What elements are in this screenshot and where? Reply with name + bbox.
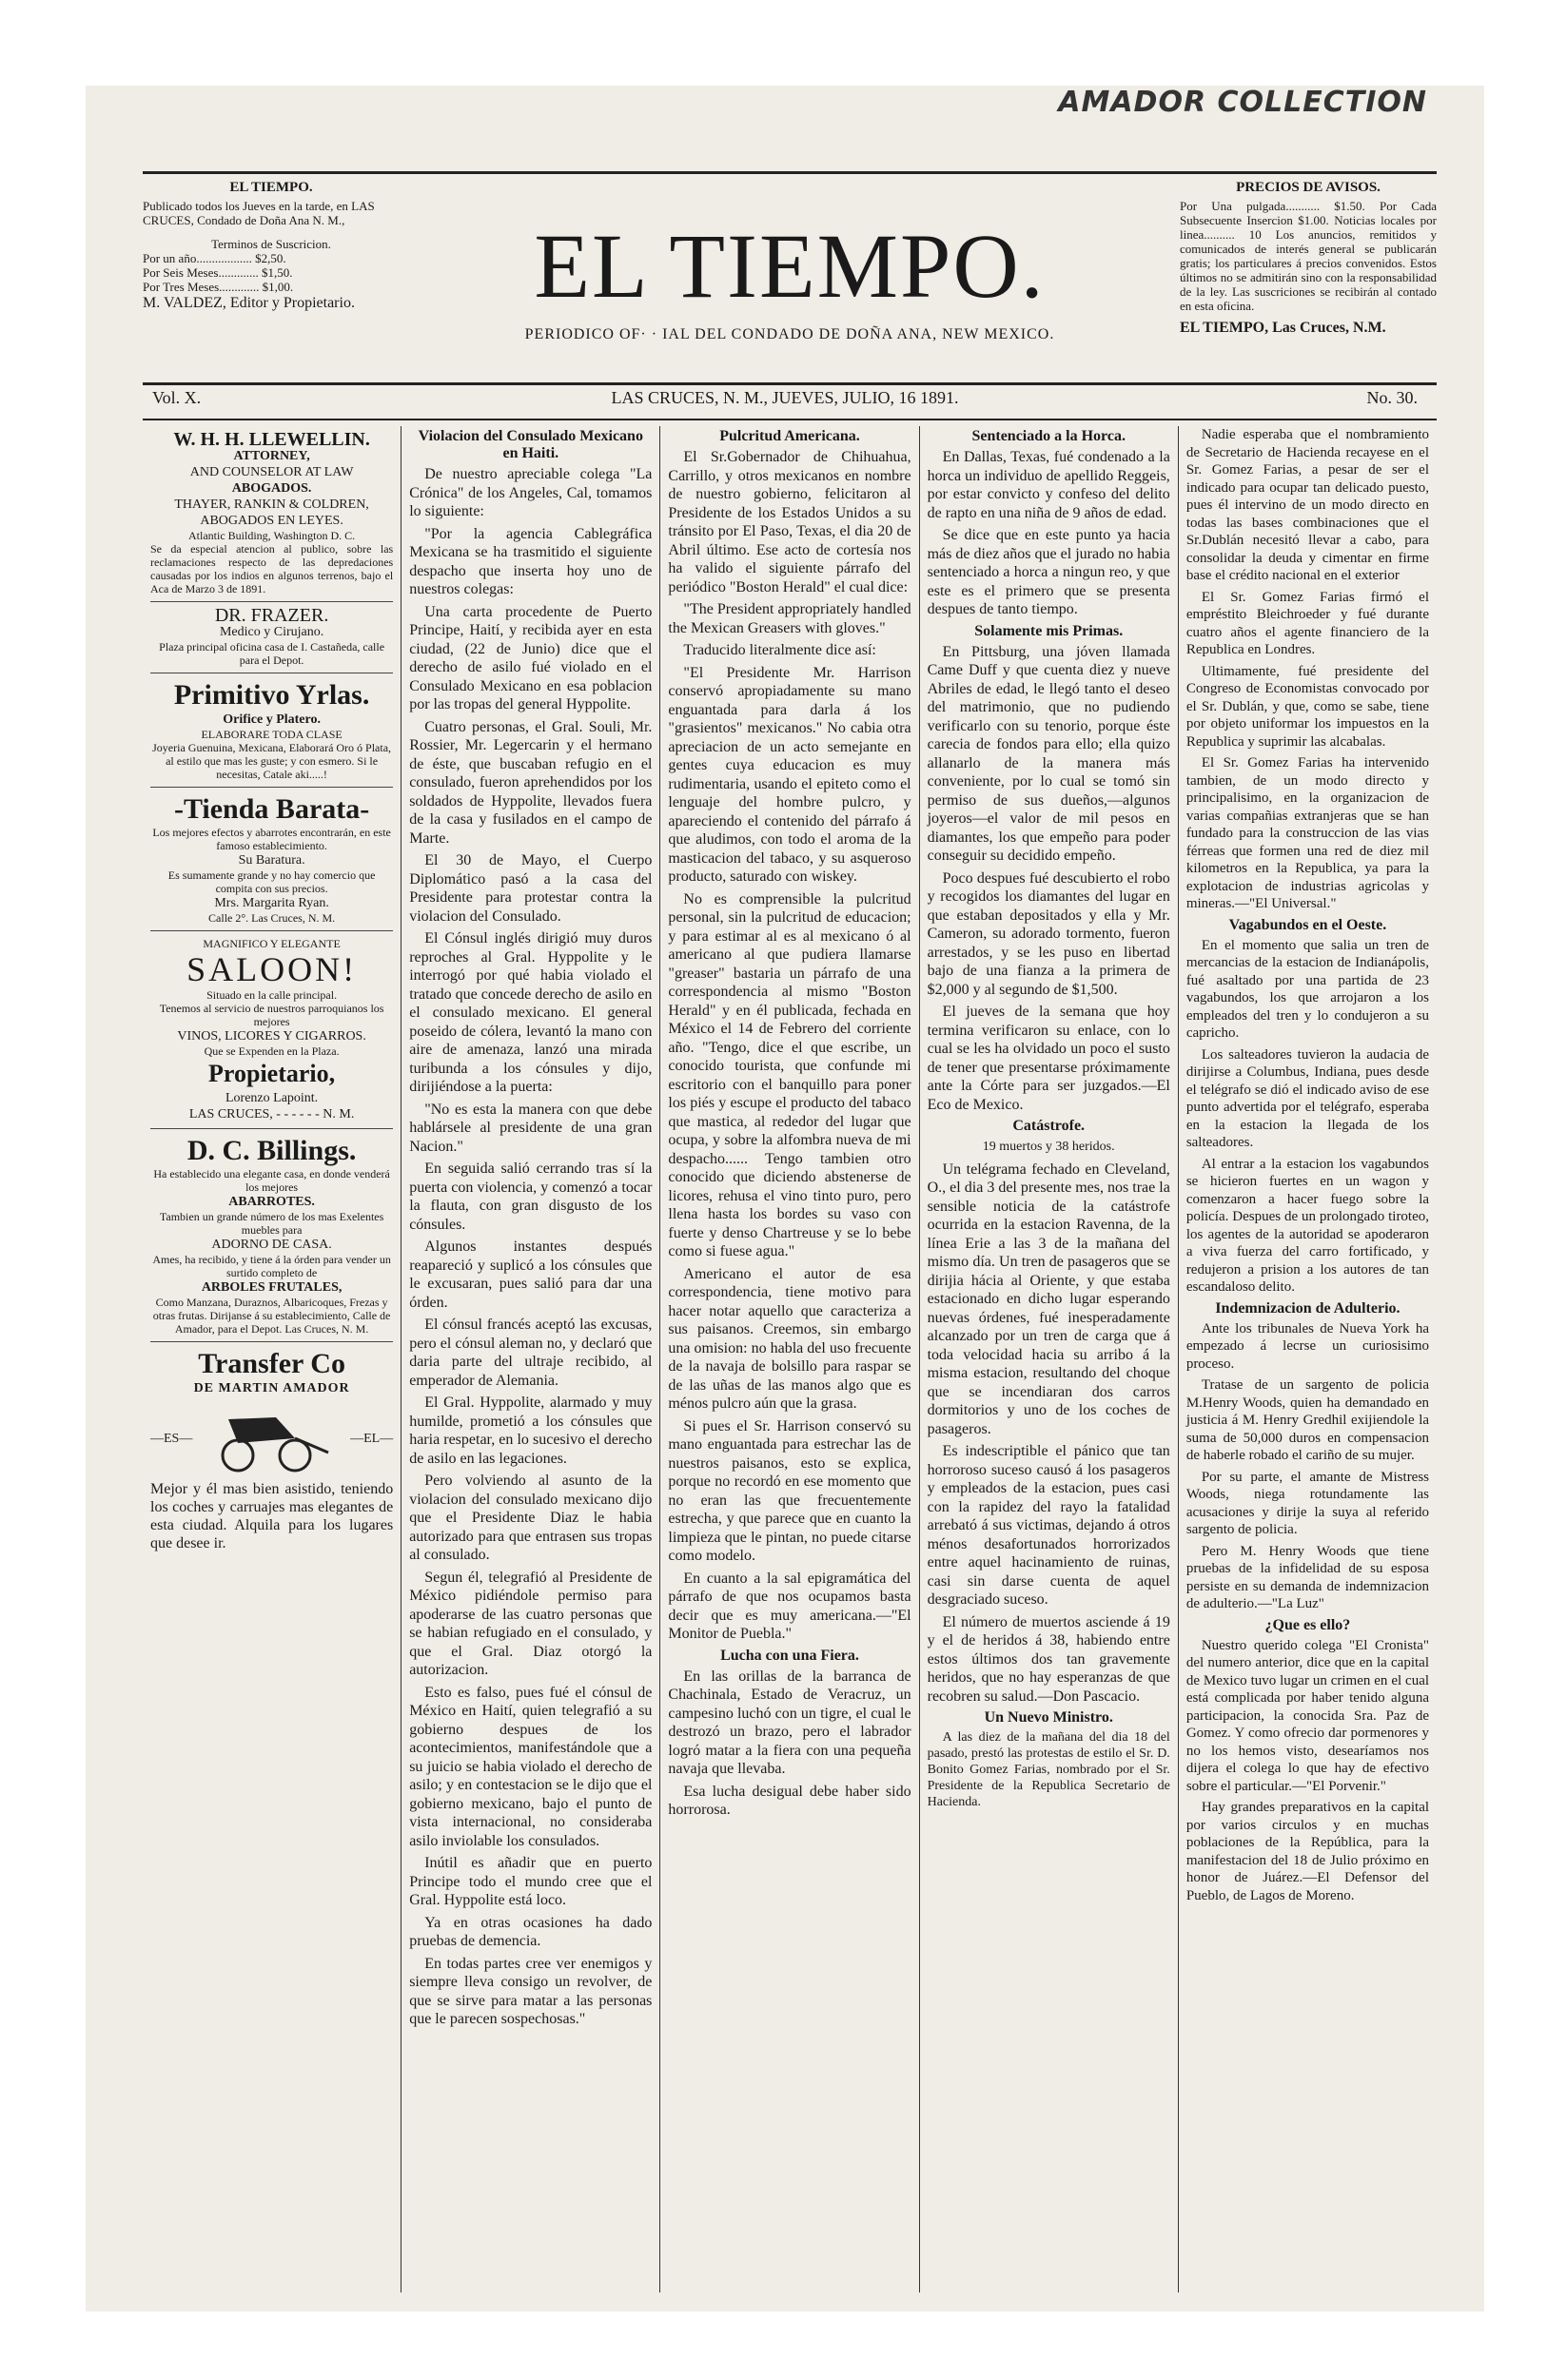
- article-paragraph: El jueves de la semana que hoy termina verificaron su enlace, con lo cual se les ha olvidado un poco el susto de tener que presentarse próximamente ante la Córte para ser juzgados.—El Eco de Mexico.: [927, 1004, 1170, 1113]
- article-paragraph: Ante los tribunales de Nueva York ha empezado á lecrse un curiosisimo proceso.: [1185, 1320, 1430, 1372]
- article-paragraph: De nuestro apreciable colega "La Crónica" de los Angeles, Cal, tomamos lo siguiente:: [409, 466, 653, 519]
- ad-line: DE MARTIN AMADOR: [193, 1381, 350, 1395]
- column-5: [1178, 426, 1437, 2292]
- article-paragraph: En el momento que salia un tren de mercancias de la estacion de Indianápolis, fué asaltado por una partida de 23 vagabundos, los que arrojaron a los empleados del tren y lo condujeron a su capricho.: [1185, 937, 1430, 1041]
- article-paragraph: El Cónsul inglés dirigió muy duros reproches al Gral. Hyppolite y le interrogó por qué habia violado el tratado que concede derecho de asilo en el consulado mexicano. El general poseido de cólera, levantó la mano con aire de amenaza, lanzó una mirada turibunda a los cónsules y dijo, dirijiéndose a la puerta:: [409, 930, 653, 1095]
- ad-line: ADORNO DE CASA.: [211, 1238, 332, 1252]
- ad-line: Es sumamente grande y no hay comercio que compita con sus precios.: [167, 868, 376, 895]
- ad-billings: [150, 1129, 393, 1342]
- article-headline: Vagabundos en el Oeste.: [1228, 916, 1387, 933]
- article-paragraph: Esa lucha desigual debe haber sido horrorosa.: [668, 1783, 911, 1818]
- article-paragraph: "No es esta la manera con que debe hablársele al presidente de una gran Nacion.": [409, 1101, 653, 1155]
- article-paragraph: Pero volviendo al asunto de la violacion del consulado mexicano dijo que el Presidente Diaz le habia autorizado para que entrasen sus tropas al consulado.: [409, 1473, 653, 1563]
- newspaper-subtitle: PERIODICO OF· · IAL DEL CONDADO DE DOÑA ANA, NEW MEXICO.: [524, 326, 1055, 342]
- article-paragraph: El Sr. Gomez Farias firmó el empréstito Bleichroeder y fué durante cuatro años el agente financiero de la Republica en Londres.: [1185, 589, 1430, 657]
- ad-title: DR. FRAZER.: [214, 605, 329, 626]
- ad-title: D. C. Billings.: [186, 1135, 357, 1166]
- article-paragraph: Nuestro querido colega "El Cronista" del numero anterior, dice que en la capital de Mexico tuvo lugar un crimen en el cual está complicada por haber tenido alguna participacion, la conocida Sra. Paz de Gomez. Y como ofrecio dar pormenores y no los hemos visto, desearíamos nos dijera el colega lo que hay de efectivo sobre el particular.—"El Porvenir.": [1185, 1637, 1430, 1794]
- article-paragraph: En las orillas de la barranca de Chachinala, Estado de Veracruz, un campesino luchó con un tigre, el cual le destrozó un brazo, pero el labrador logró matar a la fiera con una pequeña navaja que llevaba.: [668, 1668, 911, 1777]
- ad-line: ELABORARE TODA CLASE: [201, 728, 343, 741]
- ad-line: AND COUNSELOR AT LAW: [189, 465, 354, 479]
- article-headline: Sentenciado a la Horca.: [971, 428, 1126, 444]
- article-paragraph: En Pittsburg, una jóven llamada Came Duff y que cuenta diez y nueve Abriles de edad, le llegó tanto el deseo del matrimonio, que no pudiendo verificarlo con su tenorio, porque éste carecia de fondos para ello; ella quizo allanarlo de la manera más conveniente, por lo cual se tomó sin permiso de sus dueños,—algunos joyeros—el valor de mil pesos en diamantes, los que empeño para poder conseguir su decidido empeño.: [927, 643, 1170, 864]
- article-paragraph: "The President appropriately handled the Mexican Greasers with gloves.": [668, 601, 911, 636]
- ad-line: Medico y Cirujano.: [219, 625, 324, 639]
- collection-stamp: AMADOR COLLECTION: [1058, 86, 1427, 119]
- column-3: [659, 426, 918, 2292]
- article-paragraph: El 30 de Mayo, el Cuerpo Diplomático pasó a la casa del Presidente para protestar contra la violacion del Consulado.: [409, 852, 653, 925]
- article-paragraph: Es indescriptible el pánico que tan horroroso suceso causó á los pasageros y empleados de la estacion, pues casi con la rapidez del rayo la fatalidad arrebató á sus victimas, dejando á otros ménos desafortunados horrorizados entre aquel hacinamiento de ruinas, casi sin darse cuenta de aquel desgraciado suceso.: [927, 1443, 1170, 1608]
- article-headline: Pulcritud Americana.: [719, 428, 860, 444]
- columns: [143, 426, 1437, 2292]
- newspaper-page: [86, 86, 1484, 2312]
- ad-line: Lorenzo Lapoint.: [225, 1091, 319, 1105]
- advert-prices-text: Por Una pulgada........... $1.50. Por Cada Subsecuente Insercion $1.00. Noticias locales por linea.......... 10 Los anuncios, remitidos y comunicados de interés general se publicarán gratis; los particulares á precios convenidos. Estos últimos no se admitirán sino con la responsabilidad de la ley. Las suscriciones se recibirán al contado en esta oficina.: [1180, 199, 1437, 313]
- carriage-row: [150, 1396, 393, 1480]
- article-headline: Indemnizacion de Adulterio.: [1215, 1299, 1401, 1317]
- volume: Vol. X.: [152, 388, 202, 407]
- ad-line: VINOS, LICORES Y CIGARROS.: [177, 1029, 366, 1044]
- ad-line: Calle 2°. Las Cruces, N. M.: [208, 911, 336, 925]
- ad-line: Tenemos al servicio de nuestros parroquianos los mejores: [159, 1002, 384, 1028]
- terms-line: Por un año.................. $2,50.: [143, 251, 286, 265]
- left-box-title: EL TIEMPO.: [229, 180, 313, 195]
- ad-line: Mrs. Margarita Ryan.: [214, 896, 329, 910]
- article-paragraph: Inútil es añadir que en puerto Principe todo el mundo cree que el Gral. Hyppolite está loco.: [409, 1855, 653, 1908]
- ad-transfer: [150, 1342, 393, 1558]
- article-paragraph: El Sr. Gomez Farias ha intervenido tambien, de un modo directo y principalisimo, en la organizacion de varias compañias extranjeras que se han fundado para la construccion de las vias férreas que formen una red de diez mil kilometros en la Republica, ya para la explotacion de industrias agricolas y mineras.—"El Universal.": [1185, 755, 1430, 911]
- article-paragraph: Poco despues fué descubierto el robo y recogidos los diamantes del lugar en que estaban depositados y ella y Mr. Cameron, su adorado tormento, fueron arrestados, y se les puso en libertad bajo de una fianza a la primera de $2,000 y al segundo de $1,500.: [927, 869, 1170, 998]
- ad-line: —EL—: [350, 1431, 394, 1446]
- ad-title: -Tienda Barata-: [173, 793, 370, 825]
- article-paragraph: Esto es falso, pues fué el cónsul de México en Haití, quien telegrafió a su gobierno despues de los acontecimientos, manifestándole que a su juicio se habia violado el derecho de asilo; y en contestacion se le dijo que el gobierno mexicano, bajo el punto de vista internacional, no consideraba asilo inviolable los consulados.: [409, 1684, 653, 1849]
- ad-tienda-barata: [150, 788, 393, 931]
- article-paragraph: El cónsul francés aceptó las excusas, pero el cónsul aleman no, y declaró que daria parte del ultraje recibido, al emperador de Alemania.: [409, 1317, 653, 1389]
- article-paragraph: "El Presidente Mr. Harrison conservó apropiadamente su mano enguantada para darla á los "grasientos" mexicanos." No cabia otra apreciacion de un acto semejante en gentes cuya educacion es muy rudimentaria, usando el epiteto como el lenguaje del hombre pulcro, y apareciendo el contenido del párrafo á que aludimos, con todo el aroma de la masticacion del tabaco, y su asqueroso producto, saturado con wiskey.: [668, 664, 911, 885]
- ad-line: THAYER, RANKIN & COLDREN, ABOGADOS EN LEYES.: [174, 497, 369, 528]
- masthead-right-box: [1180, 181, 1437, 335]
- newspaper-title: EL TIEMPO.: [534, 215, 1046, 317]
- ad-text: Mejor y él mas bien asistido, teniendo los coches y carruajes mas elegantes de esta ciudad. Alquila para los lugares que desee ir.: [150, 1481, 394, 1551]
- advert-prices-title: PRECIOS DE AVISOS.: [1236, 180, 1381, 195]
- publication-note: Publicado todos los Jueves en la tarde, en LAS CRUCES, Condado de Doña Ana N. M.,: [143, 199, 375, 227]
- column-2: [401, 426, 659, 2292]
- carriage-icon: [209, 1400, 333, 1476]
- article-paragraph: Algunos instantes después reapareció y suplicó a los cónsules que le excusaran, pues salió para dar una órden.: [409, 1239, 653, 1311]
- article-headline: ¿Que es ello?: [1264, 1616, 1351, 1633]
- article-paragraph: Hay grandes preparativos en la capital por varios circulos y en muchas poblaciones de la República, para la manifestacion del 18 de Julio próximo en honor de Juárez.—El Defensor del Pueblo, de Lagos de Moreno.: [1185, 1800, 1430, 1903]
- terms-line: Por Tres Meses............. $1,00.: [143, 280, 294, 294]
- article-headline: Lucha con una Fiera.: [720, 1647, 859, 1664]
- article-headline: Solamente mis Primas.: [974, 622, 1124, 639]
- article-paragraph: El Sr.Gobernador de Chihuahua, Carrillo, y otros mexicanos en nombre de nuestro gobierno, felicitaron al Presidente de los Estados Unidos a su tránsito por El Paso, Texas, el dia 20 de Abril último. Ese acto de cortesía nos ha valido el siguiente párrafo del periódico "Boston Herald" el cual dice:: [668, 449, 911, 595]
- article-paragraph: "Por la agencia Cablegráfica Mexicana se ha trasmitido el siguiente despacho que inserta hoy uno de nuestros colegas:: [409, 525, 653, 597]
- article-paragraph: A las diez de la mañana del dia 18 del pasado, prestó las protestas de estilo el Sr. D. Bonito Gomez Farias, nombrado por el Sr. Presidente de la Republica Secretario de Hacienda.: [927, 1730, 1170, 1809]
- masthead-center: [428, 181, 1151, 343]
- editor-line: M. VALDEZ, Editor y Propietario.: [143, 295, 355, 311]
- ad-text: Se da especial atencion al publico, sobre las reclamaciones respecto de las depredaciones causadas por los indios en algunos terrenos, bajo el Aca de Marzo 3 de 1891.: [150, 542, 394, 595]
- ad-line: ABOGADOS.: [231, 481, 312, 496]
- ad-line: ATTORNEY,: [233, 449, 310, 463]
- article-paragraph: En seguida salió cerrando tras sí la puerta con violencia, y comenzó a tocar la flauta, con gran disgusto de los cónsules.: [409, 1161, 653, 1233]
- article-paragraph: No es comprensible la pulcritud personal, sin la pulcritud de educacion; y para estimar al es al mexicano ó al americano al que pudiera llamarse "greaser" bastaria un párrafo de una correspondencia al mismo "Boston Herald" y en él publicada, fechada en México el 14 de Febrero del corriente año. "Tengo, dice el que escribe, un conocido tourista, que confunde mi escritorio con el banquillo para poner los piés y escupe el producto del tabaco que mastica, al rededor del lugar que ocupa, y sobre la alfombra nueva de mi despacho...... Tengo tambien otro conocido que diciendo abstenerse de licores, rehusa el vino tinto puro, pero llena hasta los bordes su vaso con fuerte y denso Chartreuse y se lo bebe como si fuese agua.": [668, 890, 911, 1259]
- ad-line: Orifice y Platero.: [223, 712, 321, 727]
- ad-line: Plaza principal oficina casa de I. Castañeda, calle para el Depot.: [159, 640, 385, 667]
- article-paragraph: En Dallas, Texas, fué condenado a la horca un individuo de apellido Reggeis, por estar convicto y confeso del delito de rapto en una niña de 9 años de edad.: [927, 449, 1170, 521]
- article-paragraph: Se dice que en este punto ya hacia más de diez años que el jurado no habia sentenciado a horca a ningun reo, y que este es el primero que se presenta despues de tanto tiempo.: [927, 527, 1170, 617]
- ad-line: Como Manzana, Duraznos, Albaricoques, Frezas y otras frutas. Dirijanse á su establecimiento, Calle de Amador, para el Depot. Las Cruces, N. M.: [152, 1296, 391, 1336]
- ad-line: Situado en la calle principal.: [206, 988, 338, 1002]
- ad-line: ARBOLES FRUTALES,: [201, 1280, 343, 1295]
- article-subheadline: 19 muertos y 38 heridos.: [982, 1140, 1115, 1154]
- article-paragraph: Traducido literalmente dice así:: [683, 642, 876, 658]
- article-paragraph: Por su parte, el amante de Mistress Woods, niega rotundamente las acusaciones y dirije la suya al referido sargento de policia.: [1185, 1469, 1430, 1537]
- ad-line: MAGNIFICO Y ELEGANTE: [203, 937, 341, 950]
- article-headline: Violacion del Consulado Mexicano en Haiti.: [418, 428, 643, 461]
- article-paragraph: Americano el autor de esa correspondencia, tiene motivo para hacer notar aquello que caracteriza a sus paisanos. Creemos, sin embargo una omision: no habla del uso frecuente de la navaja de bolsillo para raspar se de las uñas de las manos algo que es ménos pulcro aún que la grasa.: [668, 1265, 911, 1412]
- article-paragraph: El Gral. Hyppolite, alarmado y muy humilde, prometió a los cónsules que haria respetar, en lo sucesivo el derecho de asilo en las legaciones.: [409, 1395, 653, 1467]
- dateline-rule: [143, 419, 1437, 420]
- issue-number: No. 30.: [1366, 388, 1418, 407]
- ad-line: ABARROTES.: [228, 1195, 315, 1209]
- article-paragraph: Ultimamente, fué presidente del Congreso de Economistas convocado por el Sr. Dublán, y que, como se sabe, tiene por objeto uniformar los impuestos en la Republica y suprimir las alcabalas.: [1185, 663, 1430, 750]
- article-paragraph: En cuanto a la sal epigramática del párrafo de que nos ocupamos basta decir que es muy americana.—"El Monitor de Puebla.": [668, 1570, 911, 1642]
- advert-prices-footer: EL TIEMPO, Las Cruces, N.M.: [1180, 320, 1386, 336]
- ad-line: Propietario,: [208, 1060, 336, 1087]
- ad-line: Los mejores efectos y abarrotes encontrarán, en este famoso establecimiento.: [152, 826, 391, 852]
- article-paragraph: Una carta procedente de Puerto Principe, Haití, y recibida ayer en esta ciudad, (22 de Junio) dice que el derecho de asilo fué violado en el Consulado Mexicano en esa poblacion por las tropas del general Hyppolite.: [409, 603, 653, 712]
- terms-line: Por Seis Meses............. $1,50.: [143, 265, 293, 280]
- ad-line: Atlantic Building, Washington D. C.: [188, 529, 356, 542]
- article-paragraph: Ya en otras ocasiones ha dado pruebas de demencia.: [409, 1914, 653, 1949]
- ad-title: SALOON!: [186, 950, 358, 988]
- masthead-left-box: [143, 181, 400, 310]
- article-paragraph: Si pues el Sr. Harrison conservó su mano enguantada para estrechar las de nuestros paisanos, esto se explica, porque no recordó en ese momento que no eran las que frecuentemente estrecha, y que parece que en cuanto la limpieza que le pintan, no puede citarse como modelo.: [668, 1417, 911, 1564]
- column-4: [919, 426, 1178, 2292]
- article-paragraph: Un telégrama fechado en Cleveland, O., el dia 3 del presente mes, nos trae la sensible noticia de la catástrofe ocurrida en la estacion Ravenna, de la línea Erie a las 3 de la mañana del mismo día. Un tren de pasageros que se dirijia hácia al Oriente, y que estaba estacionado en dicho lugar esperando nuevas órdenes, fué inesperadamente alcanzado por un tren de carga que á toda velocidad hacia su arribo á la misma estacion, resultando del choque que se incendiaran dos carros dormitorios y uno de los coches de pasageros.: [927, 1161, 1170, 1437]
- top-rule: [143, 171, 1437, 174]
- masthead-bottom-rule: [143, 382, 1437, 385]
- masthead: [143, 181, 1437, 385]
- ad-line: Su Baratura.: [238, 853, 305, 868]
- article-paragraph: Tratase de un sargento de policia M.Henry Woods, quien ha demandado en justicia á M. Henry Gredhil exijiendole la suma de 50,000 duros en compensacion de haberle robado el cariño de su mujer.: [1185, 1377, 1430, 1463]
- ad-frazer: [150, 602, 393, 673]
- ad-line: Ames, ha recibido, y tiene á la órden para vender un surtido completo de: [152, 1253, 391, 1279]
- terms-title: Terminos de Suscricion.: [211, 237, 331, 251]
- article-paragraph: Segun él, telegrafió al Presidente de México pidiéndole permiso para apoderarse de las cuatro personas que se habian refugiado en el consulado, y que el Gral. Diaz otorgó la autorizacion.: [409, 1569, 653, 1678]
- article-paragraph: Nadie esperaba que el nombramiento de Secretario de Hacienda recayese en el Sr. Gomez Farias, a pesar de ser el indicado para ocupar tan delicado puesto, pues él intervino de un modo directo en todas las bases combinaciones que el Sr.Dublán necesitó llevar a cabo, para consolidar la deuda y cimentar en firme base el crédito nacional en el exterior: [1185, 427, 1430, 583]
- dateline: [152, 388, 1418, 417]
- ad-line: Tambien un grande número de los mas Exelentes muebles para: [159, 1210, 384, 1237]
- ad-llewellin: [150, 426, 393, 602]
- ad-title: Transfer Co: [198, 1348, 345, 1379]
- ad-title: W. H. H. LLEWELLIN.: [173, 429, 370, 450]
- article-paragraph: El número de muertos asciende á 19 y el de heridos á 38, habiendo entre estos últimos dos tan gravemente heridos, que no hay esperanzas de que recobren su salud.—Don Pascacio.: [927, 1613, 1170, 1705]
- ad-saloon: [150, 931, 393, 1129]
- ad-line: Que se Expenden en la Plaza.: [204, 1044, 340, 1058]
- ad-line: Ha establecido una elegante casa, en donde venderá los mejores: [153, 1167, 390, 1194]
- article-headline: Catástrofe.: [1012, 1118, 1086, 1134]
- ad-title: Primitivo Yrlas.: [173, 679, 370, 711]
- column-ads: [143, 426, 401, 2292]
- article-paragraph: Cuatro personas, el Gral. Souli, Mr. Rossier, Mr. Legercarin y el hermano de éste, que buscaban refugio en el consulado, fueron aprehendidos por los soldados de Hyppolite, llevados fuera de la casa y fusilados en el campo de Marte.: [409, 718, 653, 847]
- article-paragraph: Los salteadores tuvieron la audacia de dirijirse a Columbus, Indiana, pues desde el telégrafo se dió el indicado aviso de ese punto advertida por el telégrafo, esperaba en la estacion la llegada de los salteadores.: [1185, 1046, 1430, 1150]
- ad-line: Joyeria Guenuina, Mexicana, Elaborará Oro ó Plata, al estilo que mas les guste; y con esmero. Si le necesitas, Catale aki.....!: [152, 741, 392, 781]
- ad-line: —ES—: [150, 1431, 193, 1446]
- ad-yrlas: [150, 673, 393, 788]
- place-date: LAS CRUCES, N. M., JUEVES, JULIO, 16 1891.: [611, 388, 959, 407]
- ad-line: LAS CRUCES, - - - - - - N. M.: [188, 1107, 355, 1122]
- article-paragraph: Pero M. Henry Woods que tiene pruebas de la infidelidad de su esposa persiste en su demanda de indemnizacion de adulterio.—"La Luz": [1185, 1543, 1430, 1611]
- article-paragraph: En todas partes cree ver enemigos y siempre lleva consigo un revolver, de que se sirve para matar a las personas que le parecen sospechosas.": [409, 1955, 653, 2027]
- article-headline: Un Nuevo Ministro.: [984, 1709, 1113, 1726]
- article-paragraph: Al entrar a la estacion los vagabundos se hicieron fuertes en un wagon y comenzaron a hacer fuego sobre la policía. Despues de un prolongado tiroteo, los agentes de la autoridad se apoderaron a viva fuerza del carro fortificado, y redujeron a prision a los autores de tan escandaloso delito.: [1185, 1156, 1430, 1295]
